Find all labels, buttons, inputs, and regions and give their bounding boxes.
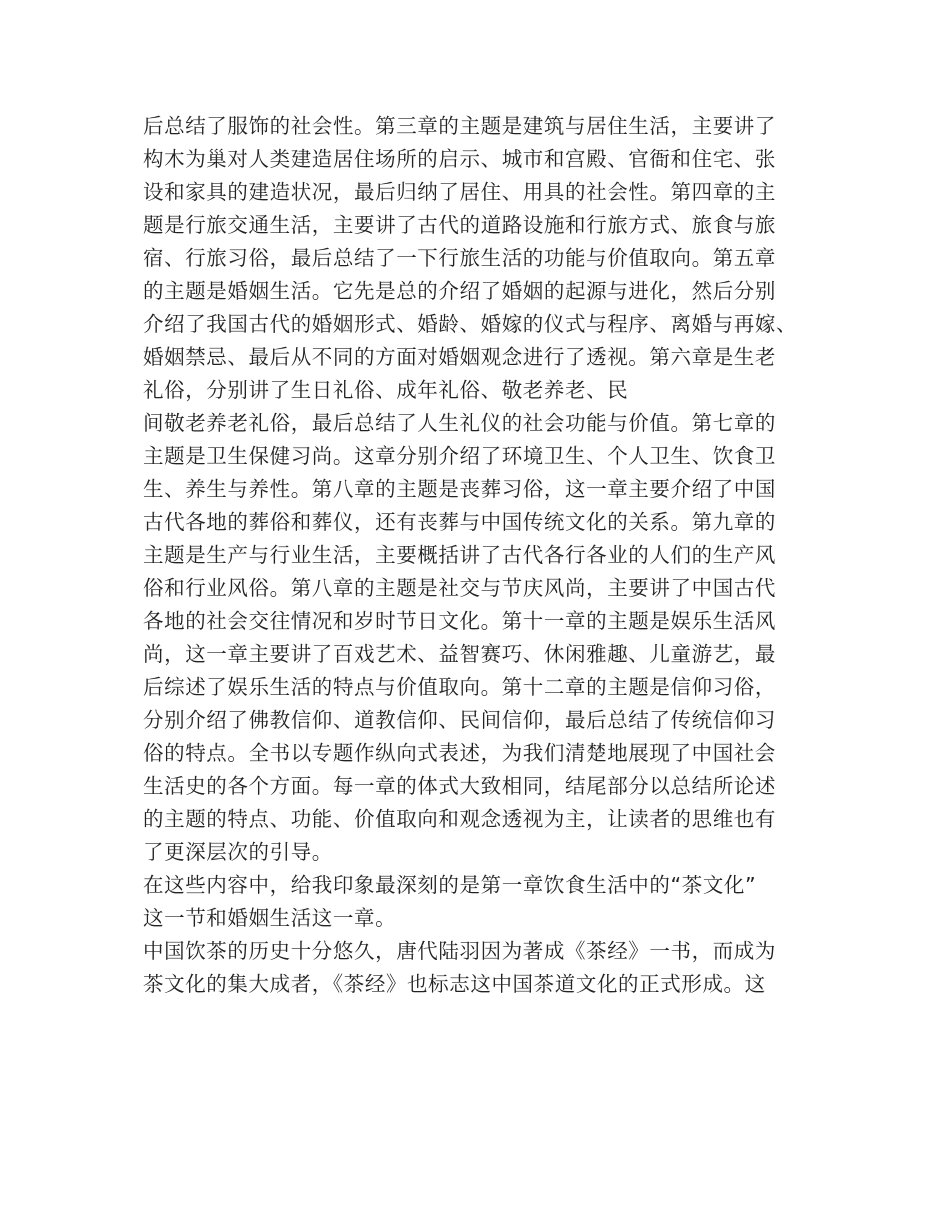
text-line: 宿、行旅习俗，最后总结了一下行旅生活的功能与价值取向。第五章	[143, 246, 776, 270]
text-line: 这一节和婚姻生活这一章。	[143, 906, 397, 930]
text-line: 婚姻禁忌、最后从不同的方面对婚姻观念进行了透视。第六章是生老	[143, 345, 776, 369]
text-line: 礼俗，分别讲了生日礼俗、成年礼俗、敬老养老、民	[143, 378, 629, 402]
text-line: 构木为巢对人类建造居住场所的启示、城市和宫殿、官衙和住宅、张	[143, 147, 776, 171]
text-line: 尚，这一章主要讲了百戏艺术、益智赛巧、休闲雅趣、儿童游艺，最	[143, 642, 776, 666]
text-line: 间敬老养老礼俗，最后总结了人生礼仪的社会功能与价值。第七章的	[143, 411, 776, 435]
text-line: 主题是生产与行业生活，主要概括讲了古代各行各业的人们的生产风	[143, 543, 776, 567]
text-line: 古代各地的葬俗和葬仪，还有丧葬与中国传统文化的关系。第九章的	[143, 510, 776, 534]
text-line: 了更深层次的引导。	[143, 840, 333, 864]
text-line: 中国饮茶的历史十分悠久，唐代陆羽因为著成《茶经》一书，而成为	[143, 939, 776, 963]
text-line: 分别介绍了佛教信仰、道教信仰、民间信仰，最后总结了传统信仰习	[143, 708, 776, 732]
text-line: 题是行旅交通生活，主要讲了古代的道路设施和行旅方式、旅食与旅	[143, 213, 776, 237]
text-line: 主题是卫生保健习尚。这章分别介绍了环境卫生、个人卫生、饮食卫	[143, 444, 776, 468]
text-line: 的主题的特点、功能、价值取向和观念透视为主，让读者的思维也有	[143, 807, 776, 831]
text-line: 茶文化的集大成者，《茶经》也标志这中国茶道文化的正式形成。这	[143, 972, 766, 996]
text-line: 生活史的各个方面。每一章的体式大致相同，结尾部分以总结所论述	[143, 774, 776, 798]
text-line: 设和家具的建造状况，最后归纳了居住、用具的社会性。第四章的主	[143, 180, 776, 204]
text-line: 的主题是婚姻生活。它先是总的介绍了婚姻的起源与进化，然后分别	[143, 279, 776, 303]
text-line: 生、养生与养性。第八章的主题是丧葬习俗，这一章主要介绍了中国	[143, 477, 776, 501]
text-line: 后总结了服饰的社会性。第三章的主题是建筑与居住生活，主要讲了	[143, 114, 776, 138]
text-line: 俗的特点。全书以专题作纵向式表述，为我们清楚地展现了中国社会	[143, 741, 776, 765]
text-line: 介绍了我国古代的婚姻形式、婚龄、婚嫁的仪式与程序、离婚与再嫁、	[143, 312, 798, 336]
body-text	[143, 110, 803, 1001]
text-line: 在这些内容中，给我印象最深刻的是第一章饮食生活中的“茶文化”	[143, 873, 757, 897]
text-line: 后综述了娱乐生活的特点与价值取向。第十二章的主题是信仰习俗，	[143, 675, 776, 699]
text-line: 各地的社会交往情况和岁时节日文化。第十一章的主题是娱乐生活风	[143, 609, 776, 633]
text-line: 俗和行业风俗。第八章的主题是社交与节庆风尚，主要讲了中国古代	[143, 576, 776, 600]
